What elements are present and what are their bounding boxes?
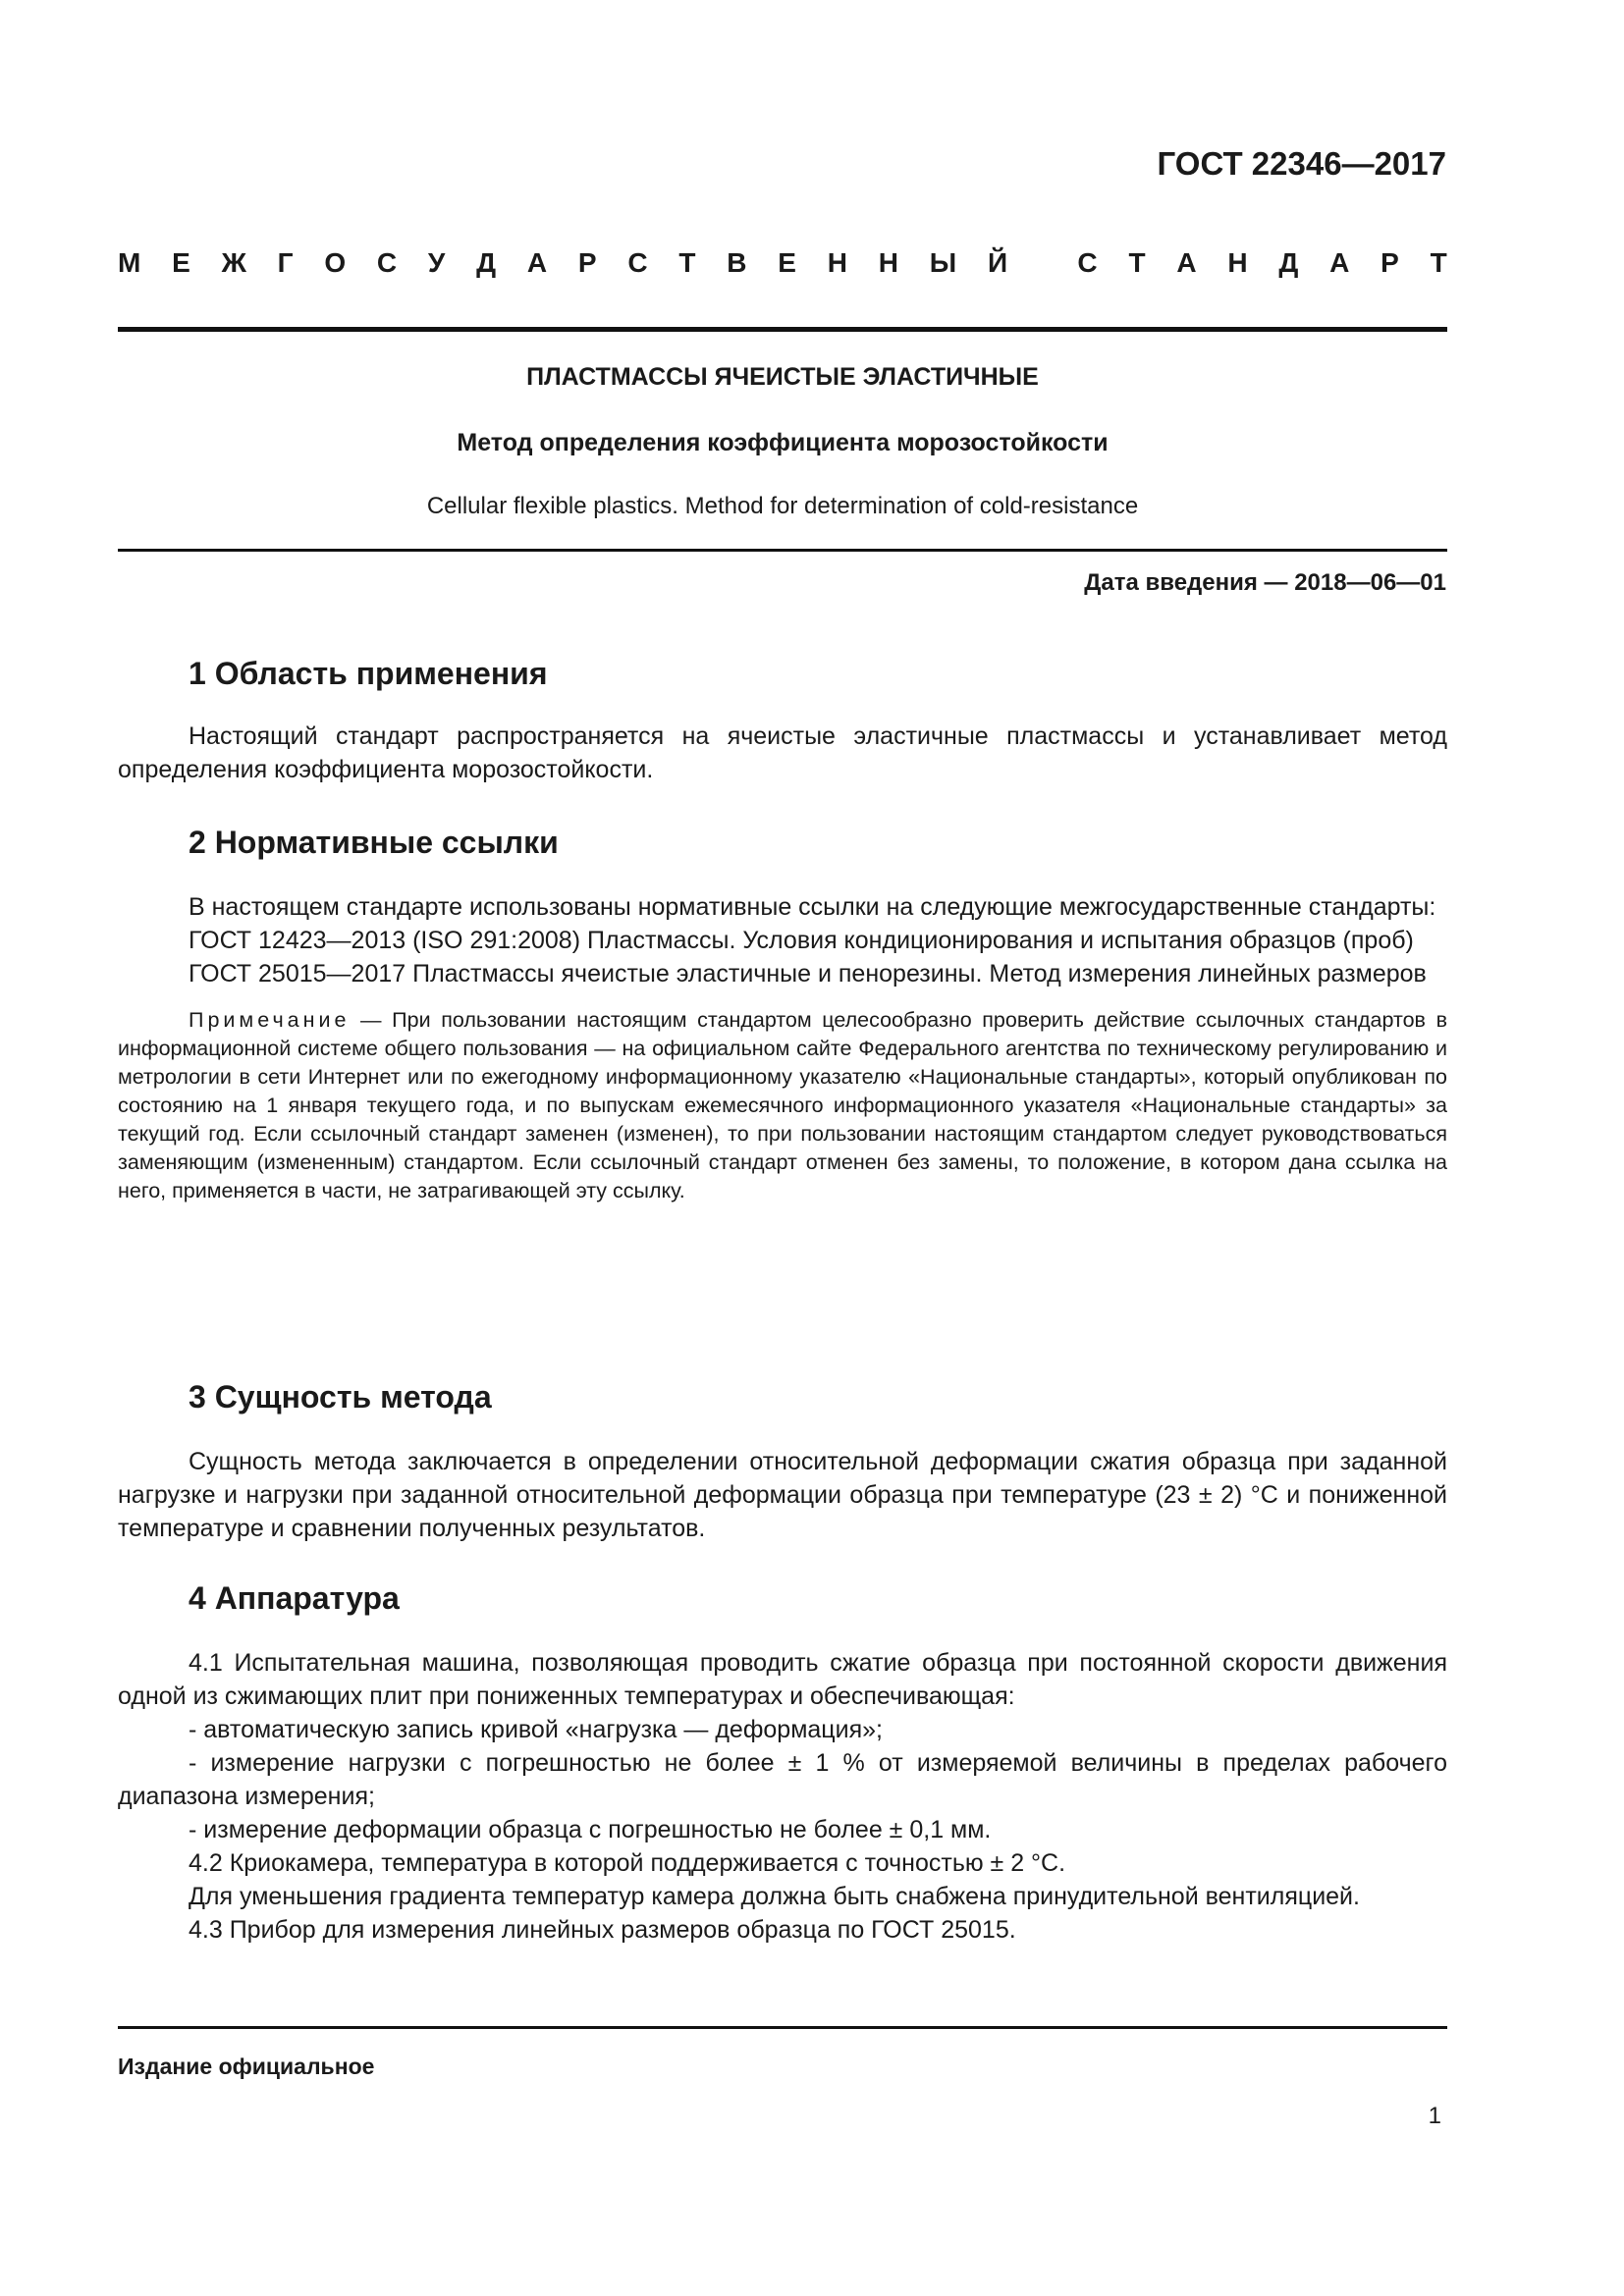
- edition-label: Издание официальное: [118, 2054, 375, 2079]
- section-heading: 4 Аппаратура: [189, 1580, 400, 1616]
- banner-letter: С: [376, 247, 398, 278]
- banner-letter: О: [324, 247, 347, 278]
- section-heading: 2 Нормативные ссылки: [189, 825, 559, 860]
- paragraph: 4.2 Криокамера, температура в которой поддерживается с точностью ± 2 °С.: [189, 1849, 1066, 1877]
- banner-letter: Н: [878, 247, 898, 278]
- note: [118, 1006, 1447, 1205]
- banner-letter: Н: [827, 247, 847, 278]
- banner-letter: А: [1176, 247, 1197, 278]
- banner-letter: А: [526, 247, 548, 278]
- banner-letter: Р: [1380, 247, 1399, 278]
- banner-letter: Т: [678, 247, 696, 278]
- paragraph: Настоящий стандарт распространяется на ячеистые эластичные пластмассы и устанавливает метод определения коэффициента морозостойкости.: [118, 722, 1447, 783]
- banner-letter: Р: [577, 247, 597, 278]
- banner-letter: Д: [476, 247, 497, 278]
- paragraph: ГОСТ 12423—2013 (ISO 291:2008) Пластмассы. Условия кондиционирования и испытания образцов (проб): [189, 927, 1414, 954]
- banner-letter: А: [1329, 247, 1350, 278]
- interstate-standard-banner: [118, 247, 1447, 279]
- footer-divider: [118, 2026, 1447, 2029]
- banner-letter: С: [627, 247, 648, 278]
- section-3: [118, 1379, 1447, 1545]
- section-2: [118, 825, 1447, 1205]
- document-title: ПЛАСТМАССЫ ЯЧЕИСТЫЕ ЭЛАСТИЧНЫЕ: [526, 363, 1039, 391]
- paragraph: ГОСТ 25015—2017 Пластмассы ячеистые эластичные и пенорезины. Метод измерения линейных размеров: [189, 960, 1427, 988]
- paragraph: 4.1 Испытательная машина, позволяющая проводить сжатие образца при постоянной скорости движения одной из сжимающих плит при пониженных температурах и обеспечивающая:: [118, 1649, 1447, 1710]
- paragraph: В настоящем стандарте использованы нормативные ссылки на следующие межгосударственные стандарты:: [189, 893, 1436, 921]
- header-divider: [118, 327, 1447, 332]
- note-label: Примечание: [189, 1008, 351, 1032]
- banner-letter: Г: [277, 247, 294, 278]
- banner-letter: У: [427, 247, 446, 278]
- paragraph: Сущность метода заключается в определении относительной деформации сжатия образца при заданной нагрузке и нагрузки при заданной относительной деформации образца при температуре (23 ± 2) °С и пониженной температуре и сравнении полученных результатов.: [118, 1448, 1447, 1542]
- banner-letter: Е: [778, 247, 796, 278]
- section-heading: 1 Область применения: [189, 656, 548, 691]
- paragraph: 4.3 Прибор для измерения линейных размеров образца по ГОСТ 25015.: [189, 1916, 1016, 1944]
- banner-letter: Д: [1278, 247, 1299, 278]
- banner-letter: В: [727, 247, 747, 278]
- banner-letter: Е: [172, 247, 190, 278]
- page-number: 1: [1428, 2103, 1441, 2129]
- title-divider: [118, 549, 1447, 552]
- section-4: [118, 1580, 1447, 1947]
- banner-letter: Т: [1128, 247, 1146, 278]
- list-item: - измерение деформации образца с погрешностью не более ± 0,1 мм.: [189, 1816, 992, 1843]
- banner-letter: Т: [1430, 247, 1447, 278]
- list-item: - автоматическую запись кривой «нагрузка — деформация»;: [189, 1716, 883, 1743]
- document-subtitle: Метод определения коэффициента морозостойкости: [457, 429, 1109, 456]
- banner-letter: Ы: [929, 247, 957, 278]
- banner-letter: Н: [1227, 247, 1248, 278]
- note-text: — При пользовании настоящим стандартом целесообразно проверить действие ссылочных стандартов в информационной системе общего пользования — на официальном сайте Федерального агентства по техническому регулированию и метрологии в сети Интернет или по ежегодному информационному указателю «Национальные стандарты», который опубликован по состоянию на 1 января текущего года, и по выпускам ежемесячного информационного указателя «Национальные стандарты» за текущий год. Если ссылочный стандарт заменен (изменен), то при пользовании настоящим стандартом следует руководствоваться заменяющим (измененным) стандартом. Если ссылочный стандарт отменен без замены, то положение, в котором дана ссылка на него, применяется в части, не затрагивающей эту ссылку.: [118, 1008, 1447, 1202]
- banner-letter: Ж: [221, 247, 246, 278]
- document-number: ГОСТ 22346—2017: [1157, 145, 1446, 182]
- paragraph: Для уменьшения градиента температур камера должна быть снабжена принудительной вентиляцией.: [189, 1883, 1360, 1910]
- introduction-date: Дата введения — 2018—06—01: [1084, 569, 1446, 596]
- banner-word-gap: [1039, 247, 1047, 279]
- section-heading: 3 Сущность метода: [189, 1379, 492, 1415]
- banner-letter: Й: [987, 247, 1008, 278]
- section-1: [118, 656, 1447, 786]
- banner-letter: М: [118, 247, 141, 278]
- banner-letter: С: [1077, 247, 1098, 278]
- document-title-english: Cellular flexible plastics. Method for determination of cold-resistance: [426, 493, 1139, 519]
- list-item: - измерение нагрузки с погрешностью не более ± 1 % от измеряемой величины в пределах рабочего диапазона измерения;: [118, 1749, 1447, 1810]
